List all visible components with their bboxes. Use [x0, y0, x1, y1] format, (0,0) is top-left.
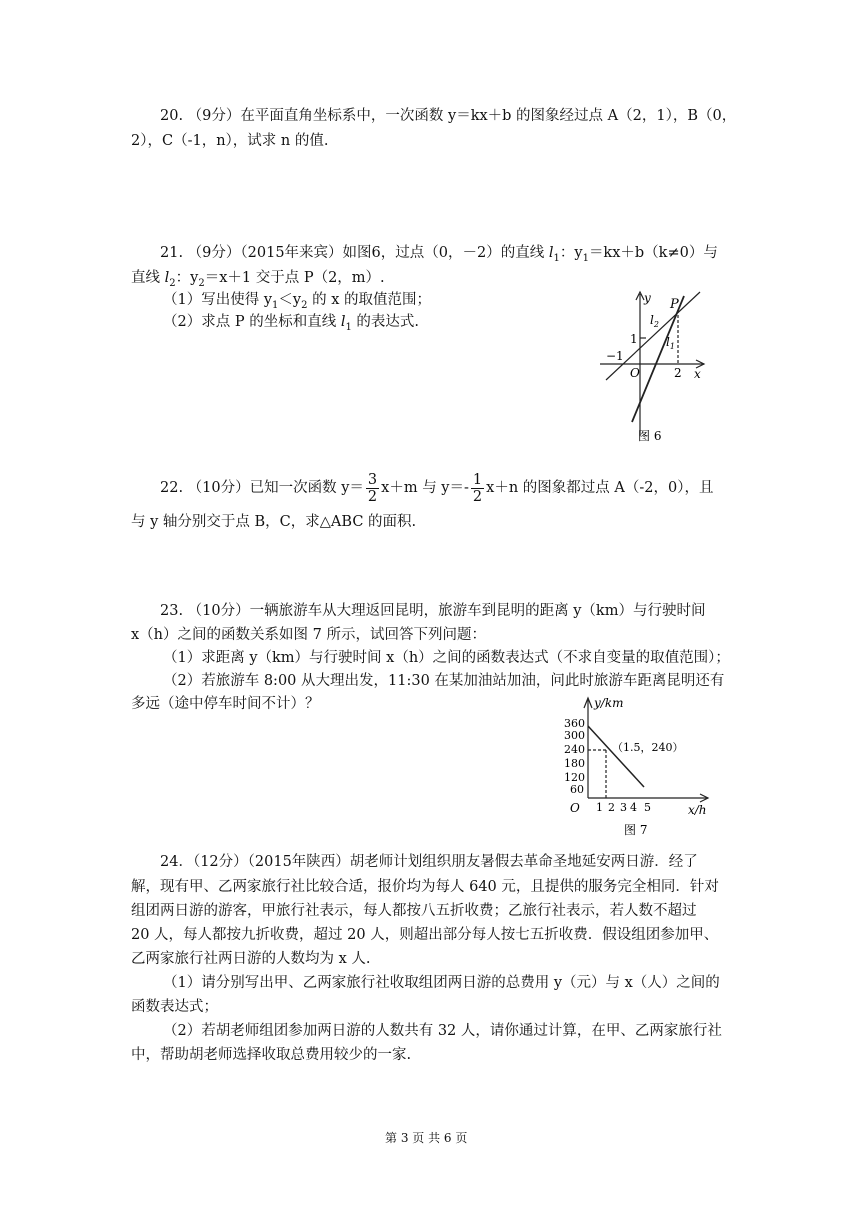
problem-24-line1: 24．（12分）（2015年陕西）胡老师计划组织朋友暑假去革命圣地延安两日游．经了	[160, 854, 698, 870]
x-tick-2: 2	[608, 801, 615, 814]
text: 1	[472, 471, 483, 488]
text: l	[164, 270, 170, 286]
problem-20-line2: 2），C（-1，n），试求 n 的值.	[131, 133, 329, 149]
text: 2	[653, 320, 659, 329]
x-tick-5: 5	[644, 801, 651, 814]
problem-24-line6: （1）请分别写出甲、乙两家旅行社收取组团两日游的总费用 y（元）与 x（人）之间的	[163, 975, 720, 991]
text: ＜y	[278, 292, 302, 308]
page-footer: 第 3 页 共 6 页	[385, 1131, 468, 1145]
problem-23-line2: x（h）之间的函数关系如图 7 所示，试回答下列问题：	[131, 627, 486, 643]
y-tick-360: 360	[564, 717, 585, 730]
text: l	[548, 245, 554, 261]
fig6-p-label: P	[670, 297, 679, 312]
problem-24-line8: （2）若胡老师组团参加两日游的人数共有 32 人，请你通过计算，在甲、乙两家旅行社	[163, 1023, 722, 1039]
y-tick-240: 240	[564, 743, 585, 756]
text: l	[666, 335, 670, 349]
text: 2	[169, 277, 176, 289]
fraction-3-2	[366, 472, 379, 505]
fig7-caption: 图 7	[624, 823, 648, 837]
text: 1	[272, 299, 279, 311]
fig7-x-label: x/h	[688, 803, 707, 817]
fig6-caption: 图 6	[638, 429, 662, 443]
line-l2	[606, 292, 700, 380]
problem-21-question2	[163, 312, 419, 338]
problem-23-line3: （1）求距离 y（km）与行驶时间 x（h）之间的函数表达式（不求自变量的取值范围）；	[163, 650, 730, 666]
problem-23-line5: 多远（途中停车时间不计）？	[131, 696, 320, 712]
text: 2	[301, 299, 308, 311]
text: 21. （9分）（2015年来宾）如图6，过点（0，－2）的直线	[160, 245, 549, 261]
fig6-tick-2: 2	[674, 366, 682, 380]
text: 1	[669, 342, 675, 351]
fig7-origin: O	[570, 801, 580, 815]
figure-6	[592, 288, 712, 448]
problem-24-line9: 中，帮助胡老师选择收取总费用较少的一家.	[131, 1047, 412, 1063]
y-tick-180: 180	[564, 757, 585, 770]
problem-24-line2: 解，现有甲、乙两家旅行社比较合适，报价均为每人 640 元，且提供的服务完全相同．针对	[131, 879, 719, 895]
fraction-1-2	[471, 472, 484, 505]
x-tick-3: 3	[620, 801, 627, 814]
problem-24-line3: 组团两日游的游客，甲旅行社表示，每人都按八五折收费；乙旅行社表示，若人数不超过	[131, 903, 697, 919]
text: 直线	[131, 270, 165, 286]
text: 1	[345, 321, 352, 333]
text: ：y	[175, 270, 199, 286]
text: l	[650, 313, 654, 327]
text: 2	[367, 488, 378, 505]
text: ＝x＋1 交于点 P（2，m）.	[204, 270, 385, 286]
text: 的 x 的取值范围；	[307, 292, 431, 308]
distance-line	[588, 726, 644, 787]
y-tick-300: 300	[564, 729, 585, 742]
fig6-origin: O	[630, 366, 640, 380]
x-tick-4: 4	[630, 801, 637, 814]
y-tick-120: 120	[564, 771, 585, 784]
problem-20-line1: 20. （9分）在平面直角坐标系中，一次函数 y＝kx＋b 的图象经过点 A（2，1），B（0，	[160, 108, 737, 124]
fig6-y-label: y	[644, 291, 651, 305]
fig6-tick-1: 1	[630, 332, 638, 346]
text: x＋n 的图象都过点 A（-2，0），且	[486, 480, 714, 496]
text: （2）求点 P 的坐标和直线	[163, 314, 341, 330]
text: ＝kx＋b（k≠0）与	[588, 245, 718, 261]
text: 22. （10分）已知一次函数 y＝	[160, 480, 364, 496]
text: 的表达式.	[351, 314, 420, 330]
x-tick-1: 1	[596, 801, 603, 814]
problem-22-line2: 与 y 轴分别交于点 B，C，求△ABC 的面积.	[131, 514, 417, 530]
problem-21-line1	[160, 243, 718, 269]
fig6-x-label: x	[694, 367, 701, 381]
figure-7	[560, 694, 720, 840]
problem-22-line1	[160, 468, 713, 508]
problem-24-line5: 乙两家旅行社两日游的人数均为 x 人.	[131, 951, 371, 967]
fig6-tick-neg1: −1	[606, 349, 624, 363]
problem-24-line4: 20 人，每人都按九折收费，超过 20 人，则超出部分每人按七五折收费．假设组团参加甲、	[131, 927, 719, 943]
text: 3	[367, 471, 378, 488]
text: x＋m 与 y＝-	[381, 480, 469, 496]
fig7-point-label: （1.5，240）	[612, 741, 684, 754]
y-tick-60: 60	[570, 783, 584, 796]
fig6-l1-label	[666, 335, 675, 351]
problem-24-line7: 函数表达式；	[131, 999, 218, 1015]
fig6-l2-label	[650, 313, 659, 329]
text: ：y	[559, 245, 583, 261]
fig7-y-label: y/km	[594, 696, 624, 710]
problem-23-line1: 23. （10分）一辆旅游车从大理返回昆明，旅游车到昆明的距离 y（km）与行驶时间	[160, 603, 706, 619]
text: 1	[582, 252, 589, 264]
text: 2	[472, 488, 483, 505]
text: 2	[198, 277, 205, 289]
text: 1	[553, 252, 560, 264]
problem-23-line4: （2）若旅游车 8:00 从大理出发，11:30 在某加油站加油，问此时旅游车距离昆明还有	[163, 673, 725, 689]
text: （1）写出使得 y	[163, 292, 273, 308]
text: l	[340, 314, 346, 330]
